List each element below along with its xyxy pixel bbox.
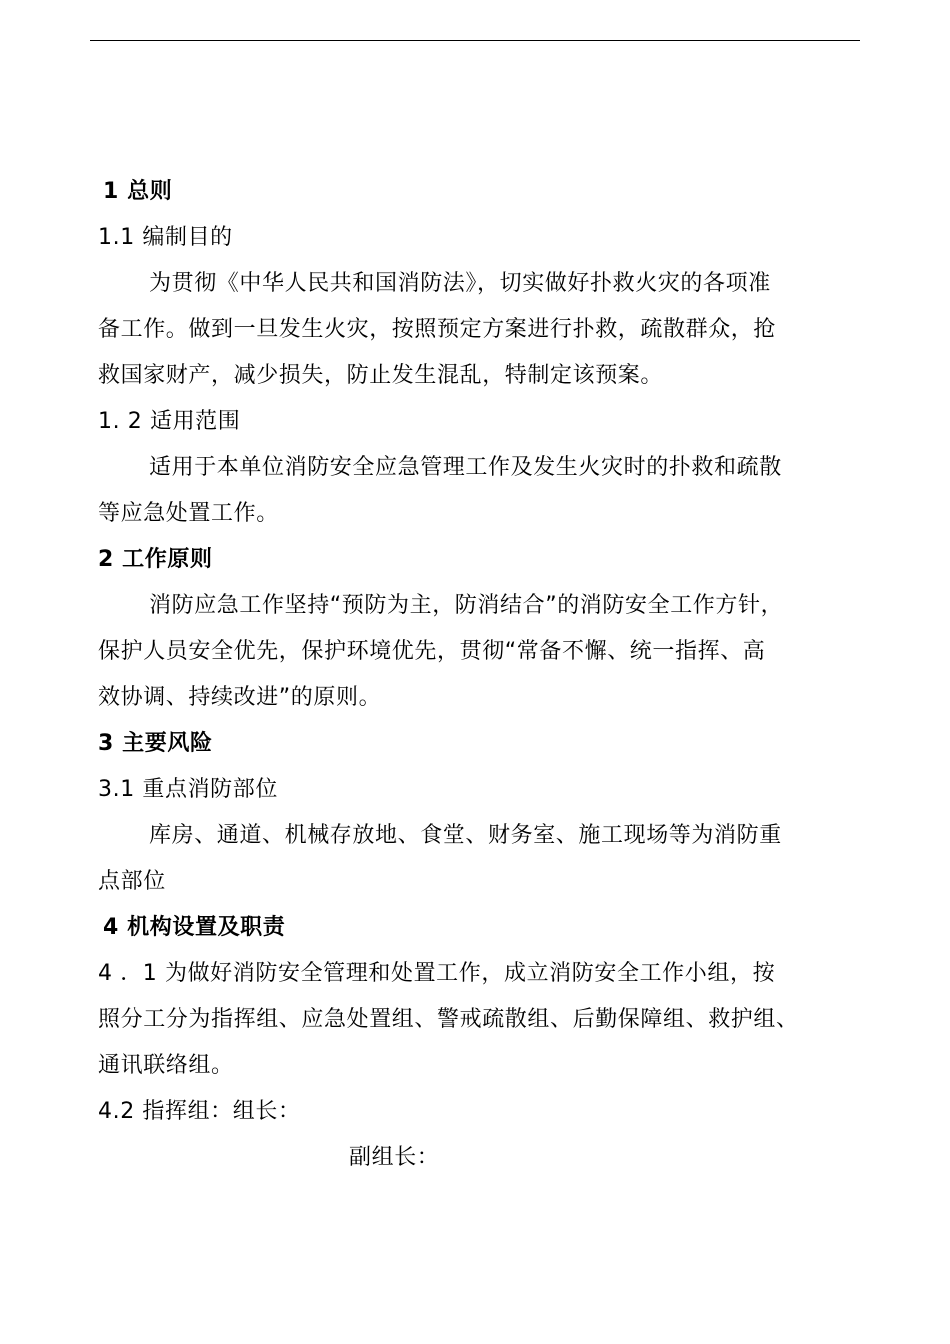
section-4-2-command-group-leader: 4.2 指挥组：组长： bbox=[98, 1099, 301, 1124]
section-3-1-body-line-2: 点部位 bbox=[98, 869, 166, 894]
section-1-2-body-line-1: 适用于本单位消防安全应急管理工作及发生火灾时的扑救和疏散 bbox=[149, 455, 782, 480]
section-4-1-body-line-3: 通讯联络组。 bbox=[98, 1053, 234, 1078]
section-4-heading: 4 机构设置及职责 bbox=[103, 915, 286, 940]
section-4-1-body-line-1: 4 ．1 为做好消防安全管理和处置工作，成立消防安全工作小组，按 bbox=[98, 961, 776, 986]
section-1-1-body-line-1: 为贯彻《中华人民共和国消防法》，切实做好扑救火灾的各项准 bbox=[149, 271, 771, 296]
section-3-1-body-line-1: 库房、通道、机械存放地、食堂、财务室、施工现场等为消防重 bbox=[149, 823, 782, 848]
section-3-1-heading: 3.1 重点消防部位 bbox=[98, 777, 278, 802]
section-1-1-heading: 1.1 编制目的 bbox=[98, 225, 233, 250]
section-1-2-heading: 1. 2 适用范围 bbox=[98, 409, 241, 434]
section-1-2-body-line-2: 等应急处置工作。 bbox=[98, 501, 279, 526]
section-2-body-line-1: 消防应急工作坚持“预防为主，防消结合”的消防安全工作方针， bbox=[149, 593, 784, 618]
section-4-2-deputy-leader: 副组长： bbox=[349, 1145, 440, 1170]
section-2-heading: 2 工作原则 bbox=[98, 547, 213, 572]
section-2-body-line-2: 保护人员安全优先，保护环境优先，贯彻“常备不懈、统一指挥、高 bbox=[98, 639, 766, 664]
section-4-1-body-line-2: 照分工分为指挥组、应急处置组、警戒疏散组、后勤保障组、救护组、 bbox=[98, 1007, 799, 1032]
section-1-1-body-line-2: 备工作。做到一旦发生火灾，按照预定方案进行扑救，疏散群众，抢 bbox=[98, 317, 777, 342]
section-2-body-line-3: 效协调、持续改进”的原则。 bbox=[98, 685, 382, 710]
section-1-heading: 1 总则 bbox=[103, 179, 173, 204]
section-1-1-body-line-3: 救国家财产，减少损失，防止发生混乱，特制定该预案。 bbox=[98, 363, 664, 388]
header-rule bbox=[90, 40, 860, 41]
section-3-heading: 3 主要风险 bbox=[98, 731, 213, 756]
